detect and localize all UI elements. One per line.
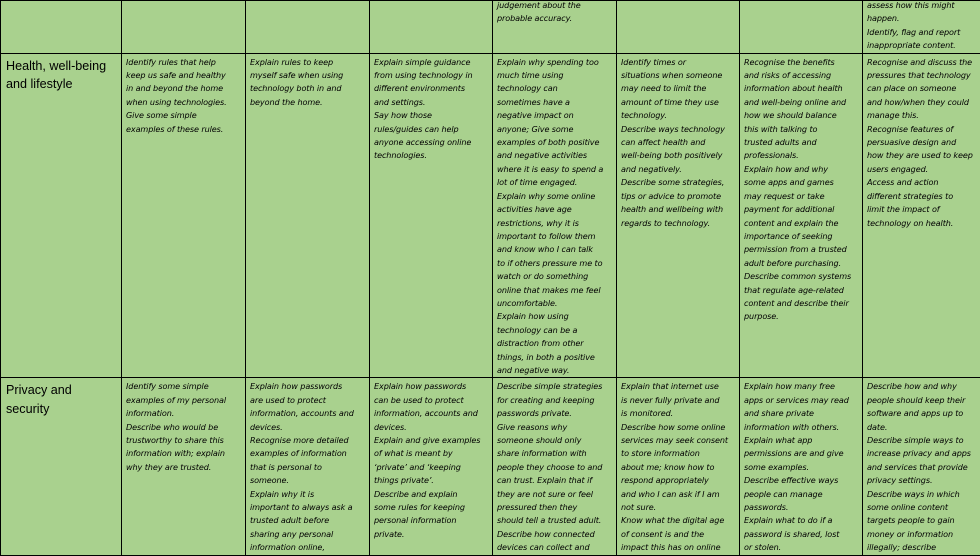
table-cell (493, 1, 617, 54)
cell-text: Identify times or situations when someone may need to limit the amount of time they use technology. Describe ways technology can affect health and well-being both positively and negatively. Describe some strategies, tips or advice to promote health and wellbeing with regards to technology. (621, 56, 735, 230)
cell-text: assess how this might happen. Identify, flag and report inappropriate content. (867, 1, 977, 53)
table-body (1, 1, 980, 556)
table-row (1, 1, 980, 54)
table-cell (493, 378, 617, 555)
row-heading (1, 53, 122, 378)
cell-text: judgement about the probable accuracy. (497, 1, 612, 26)
cell-text: Explain how passwords are used to protect information, accounts and devices. Recognise more detailed examples of information that is personal to someone. Explain why it is important to always ask a trusted adult before sharing any personal information online, (250, 380, 365, 554)
row-heading (1, 1, 122, 54)
cell-text: Explain how many free apps or services may read and share private information with others. Explain what app permissions are and give some examples. Describe effective ways people can manage passwords. Explain what to do if a password is shared, lost or stolen. (744, 380, 858, 554)
cell-text: Explain how passwords can be used to protect information, accounts and devices. Explain and give examples of what is meant by ‘private’ and ‘keeping things private’. Describe and explain some rules for keeping personal information private. (374, 380, 488, 541)
row-heading-text: Privacy and security (6, 381, 116, 418)
table-cell (370, 53, 493, 378)
table-cell (863, 1, 980, 54)
cell-text: Explain that internet use is never fully private and is monitored. Describe how some online services may seek consent to store information about me; know how to respond appropriately and who I can ask if I am not sure. Know what the digital age of consent is and the impact this has on online (621, 380, 735, 554)
table-cell (617, 53, 740, 378)
cell-text: Identify some simple examples of my personal information. Describe who would be trustworthy to share this information with; explain why they are trusted. (126, 380, 241, 474)
cell-text: Recognise and discuss the pressures that technology can place on someone and how/when they could manage this. Recognise features of persuasive design and how they are used to keep users engaged. Access and action different strategies to limit the impact of technology on health. (867, 56, 977, 230)
table-cell (617, 378, 740, 555)
table-cell (246, 378, 370, 555)
table-cell (740, 378, 863, 555)
cell-text: Describe simple strategies for creating and keeping passwords private. Give reasons why someone should only share information with people they choose to and can trust. Explain that if they are not sure or feel pressured then they should tell a trusted adult. Describe how connected devices can collect and (497, 380, 612, 554)
cell-text: Identify rules that help keep us safe and healthy in and beyond the home when using technologies. Give some simple examples of these rules. (126, 56, 241, 136)
table-cell (370, 1, 493, 54)
table-cell (493, 53, 617, 378)
row-heading (1, 378, 122, 555)
cell-text: Explain why spending too much time using technology can sometimes have a negative impact on anyone; Give some examples of both positive and negative activities where it is easy to spend a lot of time engaged. Explain why some online activities have age restrictions, why it is important to follow them and know who I can talk to if others pressure me to watch or do something online that makes me feel uncomfortable. Explain how using technology can be a distraction from other things, in both a positive and negative way. (497, 56, 612, 378)
table-cell (370, 378, 493, 555)
table-cell (246, 1, 370, 54)
cell-text: Describe how and why people should keep their software and apps up to date. Describe simple ways to increase privacy and apps and services that provide privacy settings. Describe ways in which some online content targets people to gain money or information illegally; describe (867, 380, 977, 554)
table-cell (740, 53, 863, 378)
table-row (1, 378, 980, 555)
table-cell (863, 378, 980, 555)
table-cell (863, 53, 980, 378)
table-cell (617, 1, 740, 54)
table-cell (246, 53, 370, 378)
table-cell (122, 53, 246, 378)
table-cell (122, 378, 246, 555)
table-cell (122, 1, 246, 54)
cell-text: Recognise the benefits and risks of accessing information about health and well-being online and how we should balance this with talking to trusted adults and professionals. Explain how and why some apps and games may request or take payment for additional content and explain the importance of seeking permission from a trusted adult before purchasing. Describe common systems that regulate age-related content and describe their purpose. (744, 56, 858, 324)
table-cell (740, 1, 863, 54)
cell-text: Explain simple guidance from using technology in different environments and settings. Say how those rules/guides can help anyone accessing online technologies. (374, 56, 488, 163)
table-row (1, 53, 980, 378)
row-heading-text: Health, well-being and lifestyle (6, 57, 116, 94)
cell-text: Explain rules to keep myself safe when using technology both in and beyond the home. (250, 56, 365, 110)
